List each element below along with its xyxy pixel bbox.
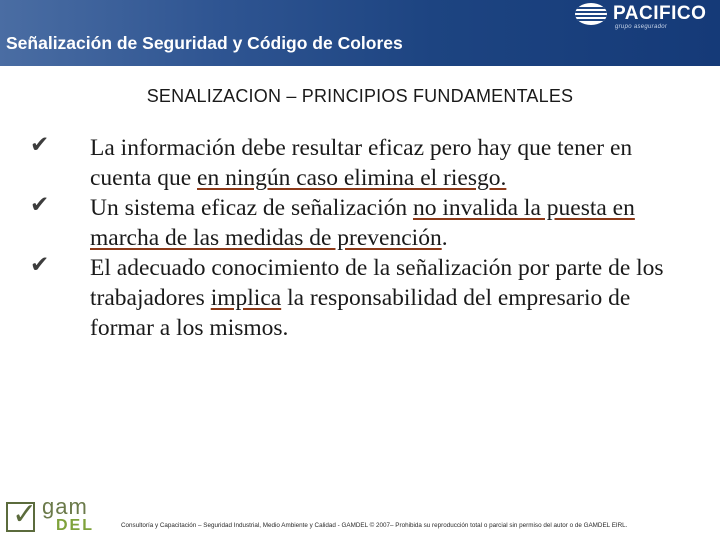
bullet-text	[90, 253, 690, 343]
text-fragment: El adecuado conocimiento de la señalización por parte de los trabajadores	[90, 255, 664, 311]
bullet-item	[30, 193, 700, 253]
logo-gam-text: gam	[42, 494, 88, 519]
pacifico-emblem-icon	[575, 3, 607, 25]
checkbox-logo-icon: ✓	[6, 502, 35, 532]
text-fragment: .	[441, 225, 448, 251]
bullet-text	[90, 193, 690, 253]
bullet-list	[30, 133, 700, 343]
text-fragment: La información debe resultar eficaz pero hay que tener en cuenta que	[90, 135, 633, 191]
slide-section-title: Señalización de Seguridad y Código de Colores	[6, 33, 403, 53]
bullet-item	[30, 253, 700, 343]
check-icon: ✔	[30, 192, 50, 218]
logo-tagline: grupo asegurador	[615, 24, 668, 30]
logo-del-text: DEL	[56, 517, 94, 534]
underlined-phrase: en ningún caso elimina el riesgo.	[197, 165, 507, 191]
underlined-phrase: implica	[210, 285, 282, 311]
gamdel-logo	[4, 496, 104, 538]
check-icon: ✔	[30, 252, 50, 278]
header-bar	[0, 0, 720, 66]
bullet-item	[30, 133, 700, 193]
check-icon: ✔	[30, 132, 50, 158]
pacifico-logo	[573, 0, 720, 34]
slide-heading: SENALIZACION – PRINCIPIOS FUNDAMENTALES	[146, 86, 574, 106]
text-fragment: la responsabilidad del empresario de formar a los mismos.	[90, 285, 631, 341]
footer-copyright: Consultoría y Capacitación – Seguridad Industrial, Medio Ambiente y Calidad - GAMDEL © 2007– Prohibida su reproducción total o parcial sin permiso del autor o de GAMDEL EIRL.	[121, 522, 628, 529]
logo-text: PACIFICO	[613, 3, 707, 24]
bullet-text	[90, 133, 690, 193]
underlined-phrase: no invalida la puesta en marcha de las medidas de prevención	[90, 195, 635, 251]
text-fragment: Un sistema eficaz de señalización	[90, 195, 413, 221]
